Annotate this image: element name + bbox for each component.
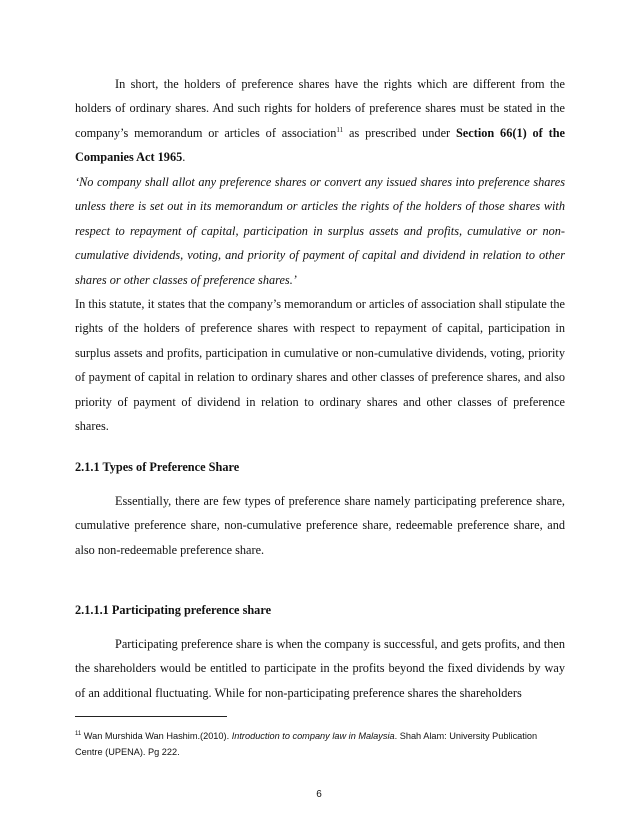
statute-quote: ‘No company shall allot any preference shares or convert any issued shares into preference shares unless there is set out in its memorandum or articles the rights of the holders of those shares with respect to repayment of capital, participation in surplus assets and profits, cumulative or non-cumulative dividends, voting, and priority of payment of capital and dividend in relation to other shares or other classes of preference shares.’ [75,175,565,287]
footnote [75,728,565,760]
paragraph-participating: Participating preference share is when the company is successful, and gets profits, and then the shareholders would be entitled to participate in the profits beyond the fixed dividends by way of an additional fluctuating. While for non-participating preference shares the shareholders [75,637,565,700]
footnote-title: Introduction to company law in Malaysia [231,731,395,741]
footnote-publisher: . Shah Alam: University Publication Centre (UPENA). Pg 222. [75,731,538,757]
page-number: 6 [316,789,322,800]
footnote-number: 11 [75,731,82,737]
paragraph-intro-text-2: as prescribed under [343,125,456,140]
footnote-divider [75,716,227,717]
footnote-author: Wan Murshida Wan Hashim.(2010). [81,731,232,741]
section-heading-types: 2.1.1 Types of Preference Share [75,460,240,474]
paragraph-intro-text: In short, the holders of preference shares have the rights which are different from the holders of ordinary shares. And such rights for holders of preference shares must be stated in the company’s memorandum or articles of association [75,77,565,140]
paragraph-intro-end: . [182,150,186,165]
paragraph-intro [75,72,565,170]
section-heading-participating: 2.1.1.1 Participating preference share [75,603,272,617]
paragraph-statute-explanation: In this statute, it states that the company’s memorandum or articles of association shall stipulate the rights of the holders of preference shares with respect to repayment of capital, participation in surplus assets and profits, participation in cumulative or non-cumulative dividends, voting, priority of payment of capital in relation to ordinary shares and other classes of preference shares, and also priority of payment of dividend in relation to ordinary shares and other classes of preference shares. [75,297,565,434]
footnote-reference: 11 [336,125,344,134]
paragraph-types: Essentially, there are few types of preference share namely participating preference share, cumulative preference share, non-cumulative preference share, redeemable preference share, and also non-redeemable preference share. [75,494,565,557]
statute-reference: Section 66(1) of the Companies Act 1965 [75,125,566,165]
